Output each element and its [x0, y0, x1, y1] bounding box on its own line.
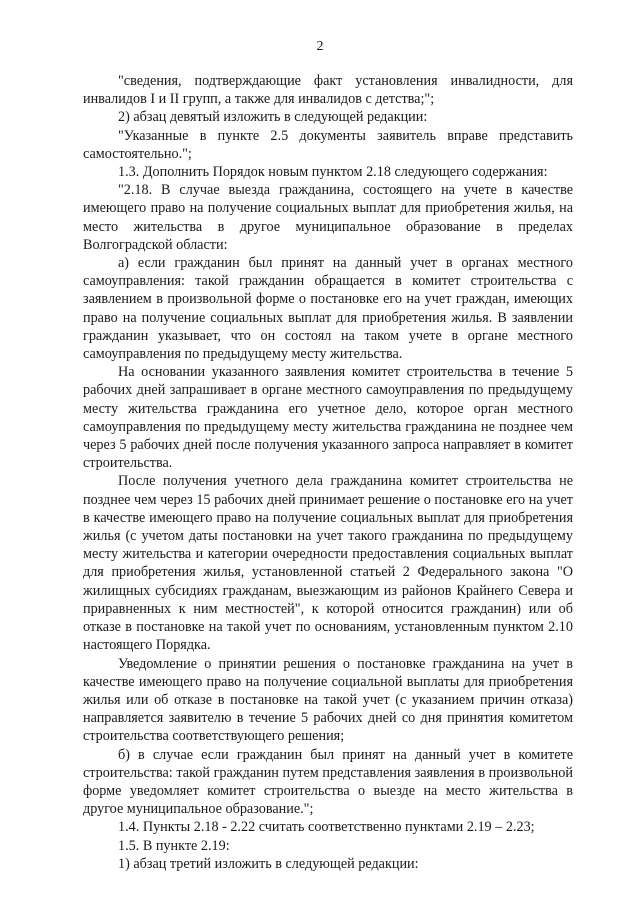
paragraph-request-file: На основании указанного заявления комитет строительства в течение 5 рабочих дней запрашивает в органе местного самоуправления по предыдущему месту жительства гражданина его учетное дело, которое орган местного самоуправления по предыдущему месту жительства гражданина не позднее чем через 5 рабочих дней после получения указанного запроса направляет в комитет строительства. [83, 364, 573, 472]
paragraph-1-5: 1.5. В пункте 2.19: [118, 837, 230, 854]
paragraph-notification: Уведомление о принятии решения о постановке гражданина на учет в качестве имеющего право на получение социальной выплаты для приобретения жилья или об отказе в постановке на такой учет (с указанием причин отказа) направляется заявителю в течение 5 рабочих дней со дня принятия комитетом строительства соответствующего решения; [83, 655, 573, 745]
paragraph-disability-info: "сведения, подтверждающие факт установления инвалидности, для инвалидов I и II групп, а также для инвалидов с детства;"; [83, 73, 573, 108]
paragraph-subitem-b: б) в случае если гражданин был принят на данный учет в комитете строительства: такой гражданин путем представления заявления в произвольной форме уведомляет комитет строительства о выезде на место жительства в другое муниципальное образование."; [83, 746, 573, 818]
paragraph-decision: После получения учетного дела гражданина комитет строительства не позднее чем через 15 рабочих дней принимает решение о постановке его на учет в качестве имеющего право на получение социальных выплат для приобретения жилья (с учетом даты постановки на учет такого гражданина по предыдущему месту жительства и категории очередности предоставления социальных выплат для приобретения жилья, установленной статьей 2 Федерального закона "О жилищных субсидиях гражданам, выезжающим из районов Крайнего Севера и приравненных к ним местностей", к которой относится гражданин) или об отказе в постановке на такой учет по основаниям, установленным пунктом 2.10 настоящего Порядка. [83, 473, 573, 654]
paragraph-item-2-intro: 2) абзац девятый изложить в следующей редакции: [118, 109, 428, 126]
paragraph-1-3: 1.3. Дополнить Порядок новым пунктом 2.18 следующего содержания: [118, 164, 548, 181]
page-number: 2 [316, 39, 324, 54]
document-body [83, 72, 573, 873]
paragraph-2-18-intro: "2.18. В случае выезда гражданина, состоящего на учете в качестве имеющего право на получение социальных выплат для приобретения жилья, на место жительства в другое муниципальное образование в пределах Волгоградской области: [83, 182, 573, 253]
paragraph-subitem-a: а) если гражданин был принят на данный учет в органах местного самоуправления: такой гражданин обращается в комитет строительства с заявлением в произвольной форме о постановке его на учет граждан, имеющих право на получение социальных выплат для приобретения жилья. В заявлении гражданин указывает, что он состоял на таком учете в органе местного самоуправления по предыдущему месту жительства. [83, 255, 573, 363]
paragraph-1-4: 1.4. Пункты 2.18 - 2.22 считать соответственно пунктами 2.19 – 2.23; [118, 819, 535, 836]
paragraph-documents-quote: "Указанные в пункте 2.5 документы заявитель вправе представить самостоятельно."; [83, 127, 573, 162]
paragraph-item-1-intro: 1) абзац третий изложить в следующей редакции: [118, 855, 419, 872]
